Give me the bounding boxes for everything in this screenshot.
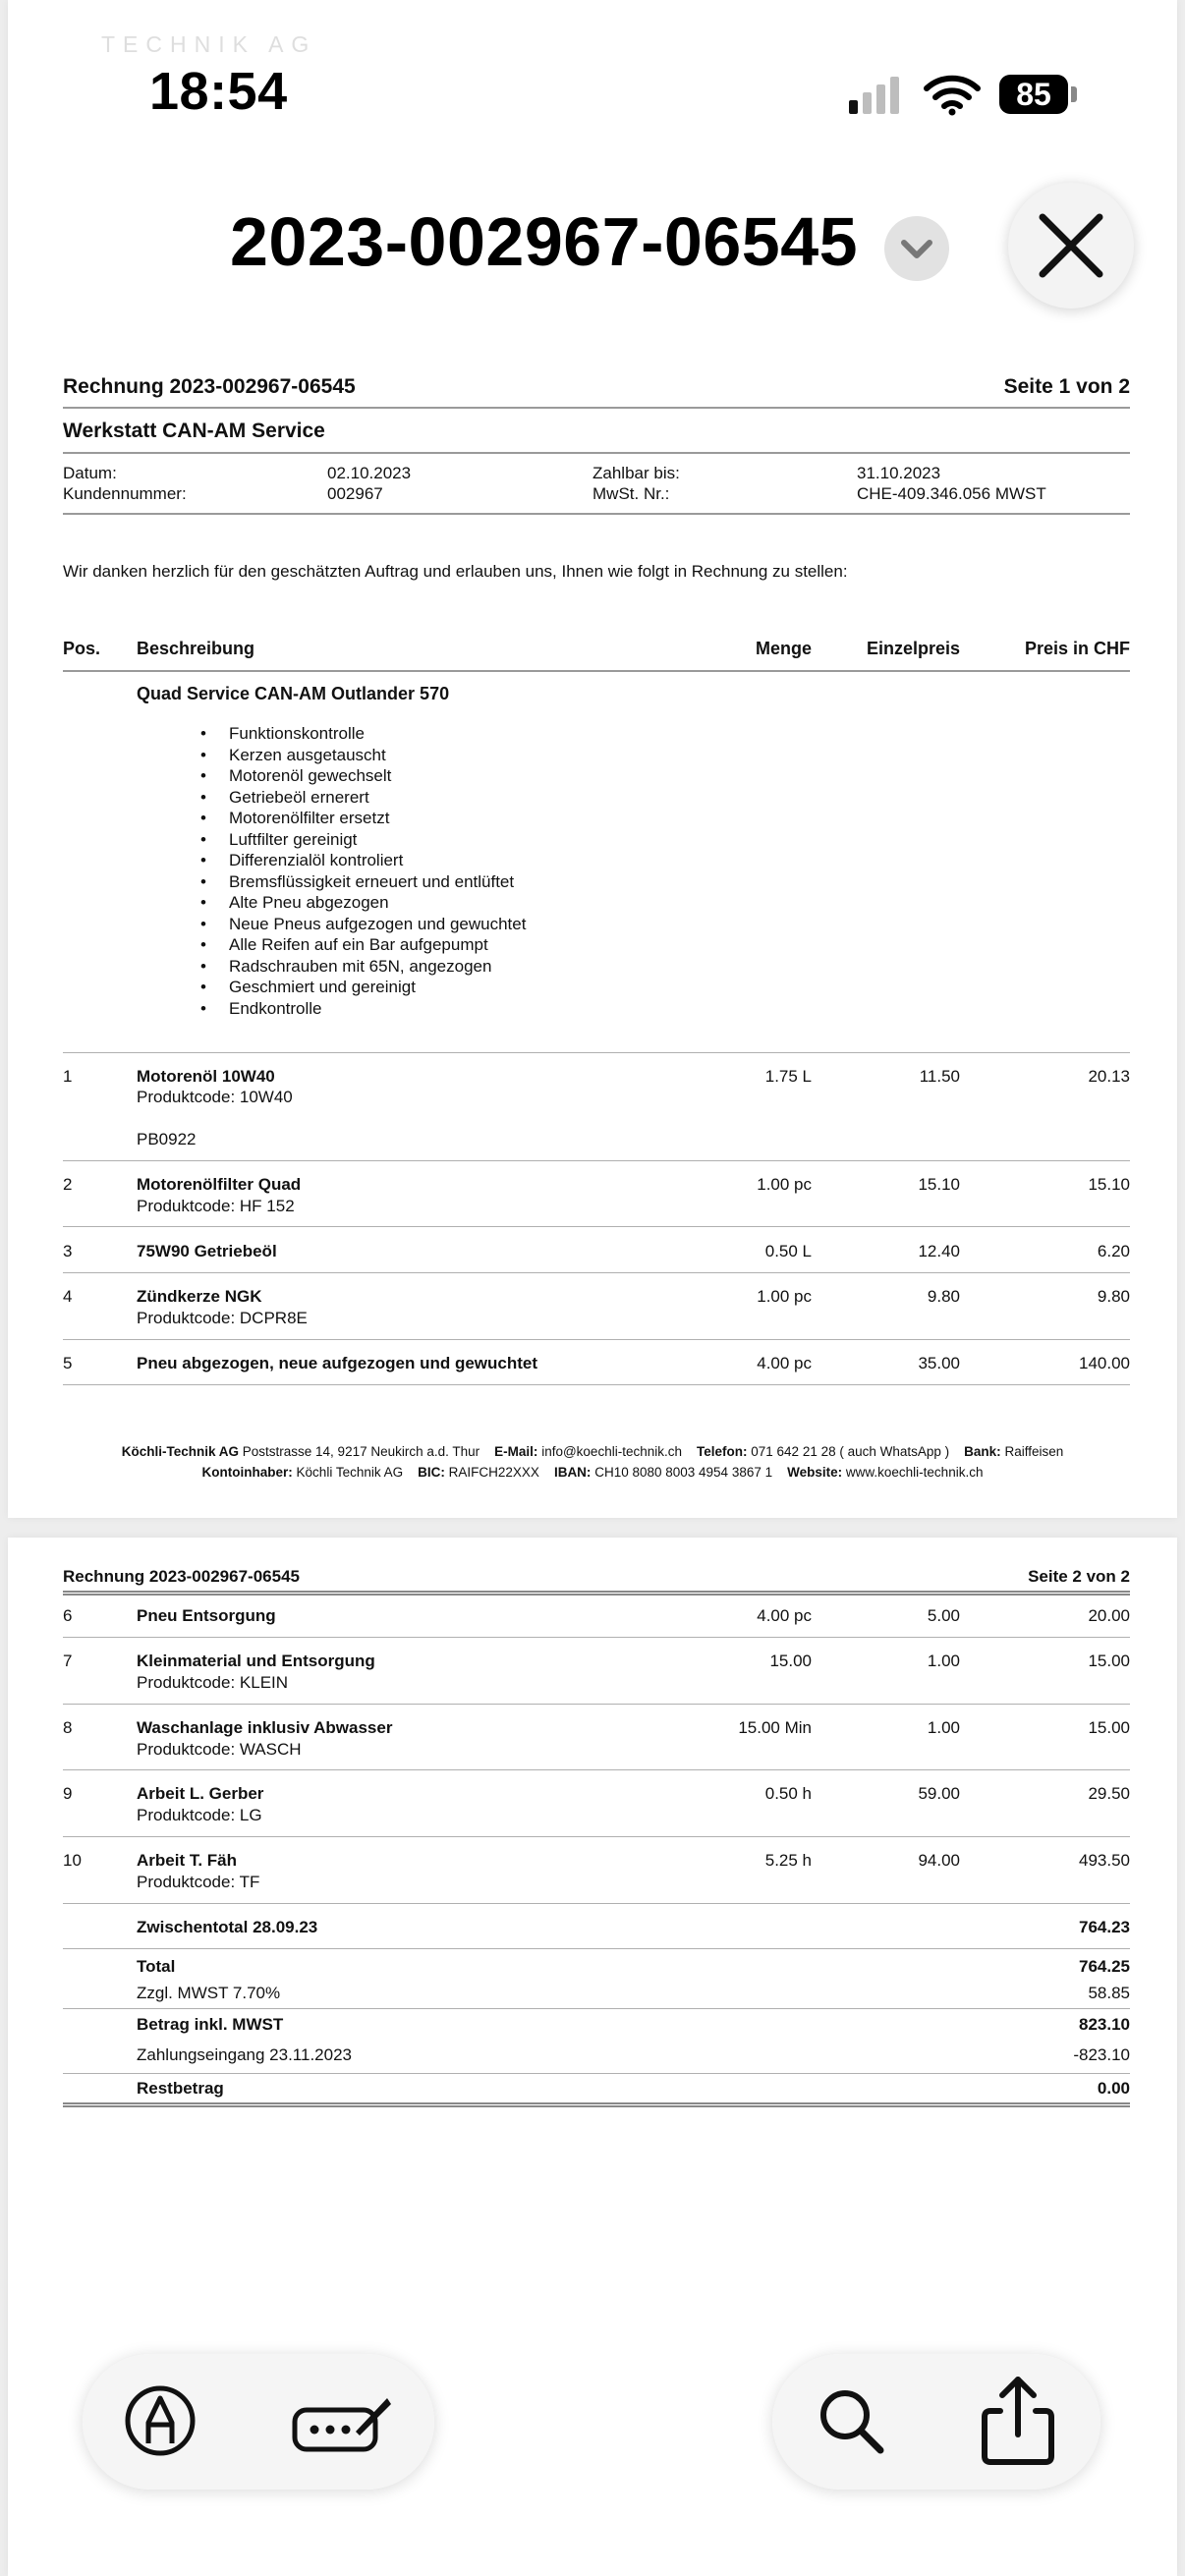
row-total: 20.00 xyxy=(1088,1606,1130,1625)
row-total: 20.13 xyxy=(1088,1067,1130,1086)
payment-value: -823.10 xyxy=(1073,2045,1130,2064)
row-qty: 1.00 pc xyxy=(757,1175,812,1194)
col-header-pos: Pos. xyxy=(63,639,101,658)
share-icon xyxy=(977,2372,1059,2470)
row-pos: 10 xyxy=(63,1851,82,1870)
share-button[interactable] xyxy=(977,2372,1059,2475)
gross-value: 823.10 xyxy=(1079,2015,1130,2034)
footer-company-name: Köchli-Technik AG xyxy=(121,1444,239,1459)
row-total: 15.00 xyxy=(1088,1652,1130,1670)
bullet: • xyxy=(200,914,206,933)
row-name: 75W90 Getriebeöl xyxy=(137,1242,277,1260)
page-indicator-p2: Seite 2 von 2 xyxy=(1028,1567,1130,1586)
zahlbar-label: Zahlbar bis: xyxy=(592,464,680,482)
service-list-text: Motorenöl gewechselt xyxy=(229,766,392,785)
company-footer-line1 xyxy=(8,1444,1177,1459)
row-pos: 7 xyxy=(63,1652,73,1670)
footer-email-label: E-Mail: xyxy=(494,1444,538,1459)
row-code: Produktcode: HF 152 xyxy=(137,1197,295,1215)
row-qty: 0.50 h xyxy=(764,1784,812,1803)
bullet: • xyxy=(200,978,206,996)
datum-label: Datum: xyxy=(63,464,117,482)
service-list-item xyxy=(195,830,357,850)
service-list-text: Luftfilter gereinigt xyxy=(229,829,358,849)
invoice-number: Rechnung 2023-002967-06545 xyxy=(63,375,356,398)
service-list-text: Kerzen ausgetauscht xyxy=(229,745,386,764)
bullet: • xyxy=(200,809,206,827)
row-total: 9.80 xyxy=(1097,1287,1130,1306)
bullet: • xyxy=(200,787,206,807)
row-qty: 1.75 L xyxy=(764,1067,812,1086)
bullet: • xyxy=(200,935,206,954)
battery-icon: 85 xyxy=(999,75,1068,114)
service-list-item xyxy=(195,851,403,870)
row-name: Pneu abgezogen, neue aufgezogen und gewuchtet xyxy=(137,1354,538,1372)
col-header-total: Preis in CHF xyxy=(1024,639,1130,658)
col-header-unit: Einzelpreis xyxy=(866,639,960,658)
chevron-down-icon xyxy=(884,216,949,281)
subtotal-label: Zwischentotal 28.09.23 xyxy=(137,1918,318,1936)
battery-cap xyxy=(1071,86,1077,102)
row-total: 493.50 xyxy=(1079,1851,1130,1870)
row-qty: 4.00 pc xyxy=(757,1354,812,1372)
document-title[interactable]: 2023-002967-06545 xyxy=(230,203,859,280)
footer-holder: Köchli Technik AG xyxy=(296,1465,404,1480)
service-list-item xyxy=(195,746,386,765)
bullet: • xyxy=(200,851,206,869)
footer-bic-label: BIC: xyxy=(418,1465,445,1480)
service-list-item xyxy=(195,978,416,997)
footer-phone-label: Telefon: xyxy=(697,1444,748,1459)
intro-text: Wir danken herzlich für den geschätzten Auftrag und erlauben uns, Ihnen wie folgt in Rechnung zu stellen: xyxy=(63,562,848,581)
service-list-item xyxy=(195,893,389,913)
row-qty: 4.00 pc xyxy=(757,1606,812,1625)
row-pos: 4 xyxy=(63,1287,73,1306)
markup-pen-icon xyxy=(118,2379,202,2463)
rest-value: 0.00 xyxy=(1097,2079,1130,2098)
title-menu-button[interactable] xyxy=(884,216,949,281)
footer-iban-label: IBAN: xyxy=(553,1465,592,1480)
row-code: Produktcode: LG xyxy=(137,1806,262,1824)
service-list-text: Bremsflüssigkeit erneuert und entlüftet xyxy=(229,871,515,891)
row-unit-price: 35.00 xyxy=(918,1354,960,1372)
service-list-text: Differenzialöl kontroliert xyxy=(229,851,404,869)
row-qty: 0.50 L xyxy=(764,1242,812,1260)
bullet: • xyxy=(200,829,206,849)
footer-iban: CH10 8080 8003 4954 3867 1 xyxy=(594,1465,773,1480)
row-pos: 1 xyxy=(63,1067,73,1086)
row-code: Produktcode: KLEIN xyxy=(137,1673,289,1692)
mwst-value: CHE-409.346.056 MWST xyxy=(857,484,1046,503)
row-total: 15.00 xyxy=(1088,1718,1130,1737)
footer-phone: 071 642 21 28 ( auch WhatsApp ) xyxy=(751,1444,950,1459)
cellular-signal-icon xyxy=(847,77,906,116)
row-unit-price: 5.00 xyxy=(927,1606,960,1625)
service-list-text: Motorenölfilter ersetzt xyxy=(229,809,390,827)
row-pos: 5 xyxy=(63,1354,73,1372)
row-qty: 5.25 h xyxy=(764,1851,812,1870)
col-header-desc: Beschreibung xyxy=(137,639,255,658)
row-total: 6.20 xyxy=(1097,1242,1130,1260)
faded-logo-text: TECHNIK AG xyxy=(101,31,317,57)
service-list-item xyxy=(195,999,322,1019)
bullet: • xyxy=(200,766,206,785)
vat-label: Zzgl. MWST 7.70% xyxy=(137,1984,281,2002)
row-unit-price: 1.00 xyxy=(927,1718,960,1737)
footer-bank-label: Bank: xyxy=(964,1444,1001,1459)
company-footer-line2 xyxy=(8,1465,1177,1480)
total-label: Total xyxy=(137,1957,176,1976)
row-unit-price: 94.00 xyxy=(918,1851,960,1870)
footer-web-label: Website: xyxy=(787,1465,843,1480)
row-code: Produktcode: DCPR8E xyxy=(137,1309,308,1327)
service-list-text: Radschrauben mit 65N, angezogen xyxy=(229,956,492,976)
service-list-item xyxy=(195,788,369,808)
service-list-text: Alle Reifen auf ein Bar aufgepumpt xyxy=(229,935,488,954)
vat-value: 58.85 xyxy=(1088,1984,1130,2002)
action-toolbar xyxy=(772,2354,1100,2490)
row-pos: 2 xyxy=(63,1175,73,1194)
subtotal-value: 764.23 xyxy=(1079,1918,1130,1936)
service-list-item xyxy=(195,915,526,934)
service-list-text: Getriebeöl ernerert xyxy=(229,787,369,807)
signature-button[interactable] xyxy=(289,2379,397,2468)
wifi-icon xyxy=(924,75,981,116)
mwst-label: MwSt. Nr.: xyxy=(592,484,670,503)
search-icon xyxy=(812,2381,892,2462)
row-qty: 15.00 xyxy=(769,1652,812,1670)
footer-holder-label: Kontoinhaber: xyxy=(201,1465,293,1480)
footer-bank: Raiffeisen xyxy=(1004,1444,1064,1459)
service-list-item xyxy=(195,809,389,828)
bullet: • xyxy=(200,893,206,912)
search-button[interactable] xyxy=(812,2381,892,2467)
footer-website: www.koechli-technik.ch xyxy=(845,1465,984,1480)
bullet: • xyxy=(200,724,206,743)
row-pos: 9 xyxy=(63,1784,73,1803)
zahlbar-value: 31.10.2023 xyxy=(857,464,941,482)
row-code: Produktcode: TF xyxy=(137,1873,260,1891)
row-total: 29.50 xyxy=(1088,1784,1130,1803)
markup-button[interactable] xyxy=(118,2379,202,2468)
footer-bic: RAIFCH22XXX xyxy=(448,1465,539,1480)
service-list-text: Funktionskontrolle xyxy=(229,724,365,743)
row-pos: 3 xyxy=(63,1242,73,1260)
row-qty: 15.00 Min xyxy=(738,1718,812,1737)
service-list-item xyxy=(195,724,365,744)
service-list-item xyxy=(195,935,488,955)
row-unit-price: 9.80 xyxy=(927,1287,960,1306)
row-total: 140.00 xyxy=(1079,1354,1130,1372)
signature-icon xyxy=(289,2379,397,2463)
service-list-item xyxy=(195,766,391,786)
rest-label: Restbetrag xyxy=(137,2079,224,2098)
row-qty: 1.00 pc xyxy=(757,1287,812,1306)
invoice-number-p2: Rechnung 2023-002967-06545 xyxy=(63,1567,300,1586)
service-list-item xyxy=(195,872,514,892)
row-name: Motorenölfilter Quad xyxy=(137,1175,302,1194)
kundennummer-label: Kundennummer: xyxy=(63,484,187,503)
row-name: Pneu Entsorgung xyxy=(137,1606,276,1625)
close-icon xyxy=(1008,183,1134,308)
row-name: Motorenöl 10W40 xyxy=(137,1067,275,1086)
kundennummer-value: 002967 xyxy=(327,484,383,503)
row-name: Arbeit T. Fäh xyxy=(137,1851,238,1870)
row-unit-price: 1.00 xyxy=(927,1652,960,1670)
gross-label: Betrag inkl. MWST xyxy=(137,2015,284,2034)
row-name: Waschanlage inklusiv Abwasser xyxy=(137,1718,393,1737)
bullet: • xyxy=(200,998,206,1018)
row-name: Arbeit L. Gerber xyxy=(137,1784,264,1803)
datum-value: 02.10.2023 xyxy=(327,464,412,482)
page-indicator: Seite 1 von 2 xyxy=(1003,375,1130,398)
close-button[interactable] xyxy=(1008,183,1134,308)
footer-email: info@koechli-technik.ch xyxy=(541,1444,682,1459)
workshop-title: Werkstatt CAN-AM Service xyxy=(63,420,325,442)
status-time: 18:54 xyxy=(149,62,288,121)
row-unit-price: 15.10 xyxy=(918,1175,960,1194)
service-list-text: Endkontrolle xyxy=(229,998,322,1018)
row-code: Produktcode: WASCH xyxy=(137,1740,302,1759)
total-value: 764.25 xyxy=(1079,1957,1130,1976)
payment-label: Zahlungseingang 23.11.2023 xyxy=(137,2045,352,2064)
row-pos: 8 xyxy=(63,1718,73,1737)
row-name: Kleinmaterial und Entsorgung xyxy=(137,1652,375,1670)
row-extra: PB0922 xyxy=(137,1130,197,1148)
bullet: • xyxy=(200,871,206,891)
row-unit-price: 59.00 xyxy=(918,1784,960,1803)
row-code: Produktcode: 10W40 xyxy=(137,1088,293,1106)
bullet: • xyxy=(200,956,206,976)
footer-address: Poststrasse 14, 9217 Neukirch a.d. Thur xyxy=(242,1444,480,1459)
service-list-text: Alte Pneu abgezogen xyxy=(229,893,389,912)
markup-toolbar xyxy=(83,2354,434,2490)
service-list-item xyxy=(195,957,491,977)
row-total: 15.10 xyxy=(1088,1175,1130,1194)
service-list-text: Neue Pneus aufgezogen und gewuchtet xyxy=(229,914,527,933)
bullet: • xyxy=(200,745,206,764)
row-unit-price: 12.40 xyxy=(918,1242,960,1260)
service-list-text: Geschmiert und gereinigt xyxy=(229,978,416,996)
service-title: Quad Service CAN-AM Outlander 570 xyxy=(137,684,450,703)
row-name: Zündkerze NGK xyxy=(137,1287,262,1306)
row-pos: 6 xyxy=(63,1606,73,1625)
row-unit-price: 11.50 xyxy=(919,1067,960,1086)
col-header-qty: Menge xyxy=(755,639,812,658)
